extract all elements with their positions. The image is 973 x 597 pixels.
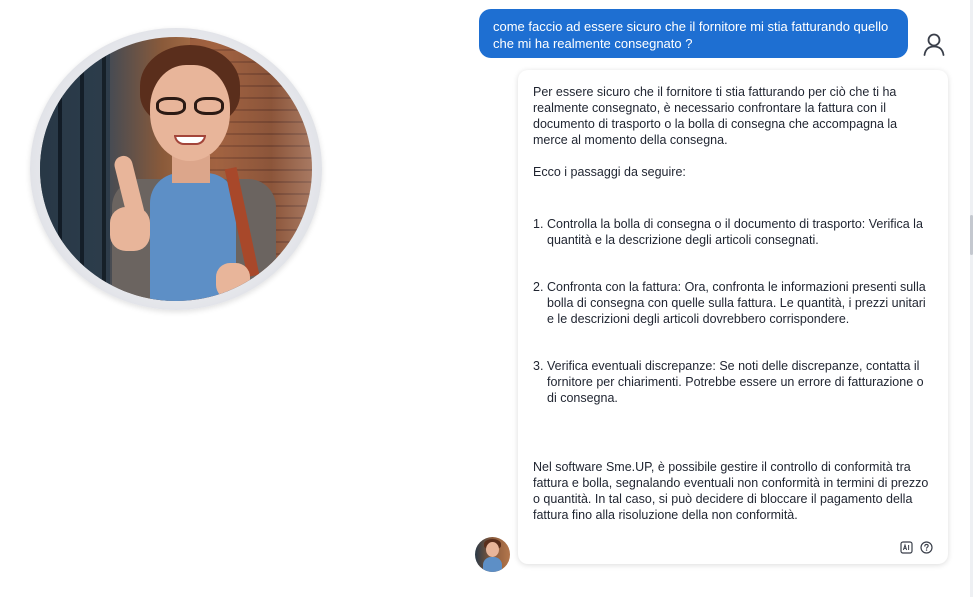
help-icon[interactable]	[919, 540, 933, 554]
bot-response-intro: Per essere sicuro che il fornitore ti stia fatturando per ciò che ti ha realmente consegnato, è necessario confrontare la fattura con il documento di trasporto o la bolla di consegna che accompagna la merce al momento della consegna.	[533, 85, 898, 147]
ai-icon[interactable]	[899, 540, 913, 554]
step-text: Verifica eventuali discrepanze: Se noti delle discrepanze, contatta il fornitore per chiarimenti. Potrebbe essere un errore di fatturazione o di consegna.	[547, 359, 924, 405]
assistant-portrait	[30, 28, 322, 310]
list-item	[533, 279, 932, 327]
list-item	[533, 216, 932, 248]
bot-response-conclusion: Nel software Sme.UP, è possibile gestire il controllo di conformità tra fattura e bolla, segnalando eventuali non conformità in termini di prezzo o quantità. In tal caso, si può decidere di bloccare il pagamento della fattura fino alla risoluzione della non conformità.	[533, 460, 929, 522]
step-number: 2.	[533, 280, 544, 294]
step-text: Controlla la bolla di consegna o il documento di trasporto: Verifica la quantità e la descrizione degli articoli consegnati.	[547, 217, 923, 247]
response-actions	[899, 540, 933, 554]
step-number: 1.	[533, 217, 544, 231]
steps-list	[533, 216, 932, 406]
user-message-bubble	[479, 9, 908, 58]
list-item	[533, 358, 932, 406]
bot-avatar	[475, 537, 510, 572]
assistant-portrait-image	[40, 37, 312, 301]
step-number: 3.	[533, 359, 544, 373]
step-text: Confronta con la fattura: Ora, confronta le informazioni presenti sulla bolla di consegna con quelle sulla fattura. Le quantità, i prezzi unitari e le descrizioni degli articoli dovrebbero corrispondere.	[547, 280, 926, 326]
user-avatar-icon	[921, 31, 947, 57]
bot-response-card	[518, 70, 948, 564]
user-message-text: come faccio ad essere sicuro che il fornitore mi stia fatturando quello che mi ha realmente consegnato ?	[493, 19, 889, 51]
bot-response-steps-heading: Ecco i passaggi da seguire:	[533, 165, 686, 179]
